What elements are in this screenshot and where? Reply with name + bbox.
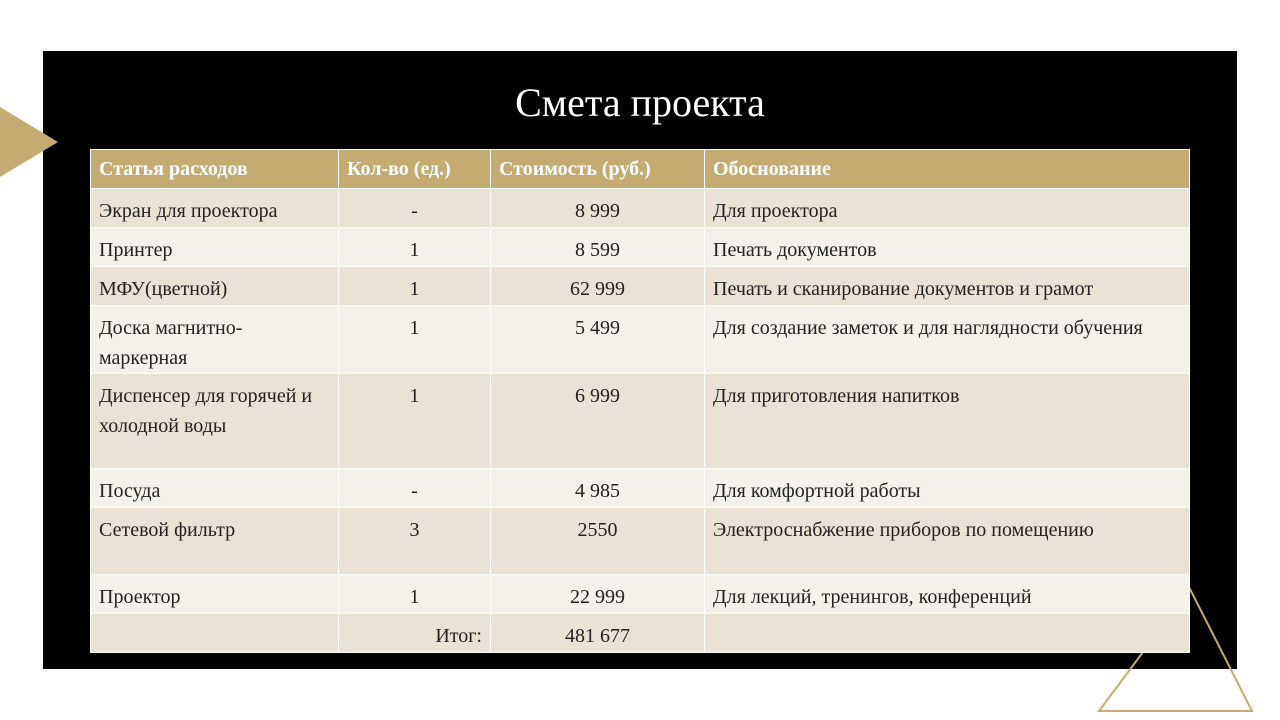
cell-justification: Для приготовления напитков bbox=[705, 374, 1190, 469]
cell-cost: 8 599 bbox=[491, 228, 705, 267]
table-row bbox=[91, 267, 1190, 306]
header-justification: Обоснование bbox=[705, 150, 1190, 189]
cell-item: Доска магнитно-маркерная bbox=[91, 306, 339, 374]
cell-justification: Для лекций, тренингов, конференций bbox=[705, 575, 1190, 614]
cell-justification: Печать документов bbox=[705, 228, 1190, 267]
table-row bbox=[91, 228, 1190, 267]
table-header-row bbox=[91, 150, 1190, 189]
total-label: Итог: bbox=[339, 614, 491, 653]
cell-cost: 62 999 bbox=[491, 267, 705, 306]
cell-justification: Печать и сканирование документов и грамот bbox=[705, 267, 1190, 306]
slide-title: Смета проекта bbox=[515, 80, 765, 125]
table-row bbox=[91, 189, 1190, 228]
cell-item: МФУ(цветной) bbox=[91, 267, 339, 306]
cell-item: Проектор bbox=[91, 575, 339, 614]
cell-justification: Электроснабжение приборов по помещению bbox=[705, 508, 1190, 575]
cell-quantity: 1 bbox=[339, 575, 491, 614]
cell-empty bbox=[705, 614, 1190, 653]
cell-item: Экран для проектора bbox=[91, 189, 339, 228]
cell-quantity: 1 bbox=[339, 306, 491, 374]
cell-justification: Для комфортной работы bbox=[705, 469, 1190, 508]
header-quantity: Кол-во (ед.) bbox=[339, 150, 491, 189]
cell-quantity: 3 bbox=[339, 508, 491, 575]
cell-quantity: - bbox=[339, 469, 491, 508]
table-row bbox=[91, 508, 1190, 575]
total-value: 481 677 bbox=[491, 614, 705, 653]
cell-item: Сетевой фильтр bbox=[91, 508, 339, 575]
cell-justification: Для проектора bbox=[705, 189, 1190, 228]
cell-cost: 4 985 bbox=[491, 469, 705, 508]
table-row bbox=[91, 575, 1190, 614]
table-row bbox=[91, 306, 1190, 374]
cell-cost: 5 499 bbox=[491, 306, 705, 374]
cell-quantity: - bbox=[339, 189, 491, 228]
cell-cost: 8 999 bbox=[491, 189, 705, 228]
cell-item: Принтер bbox=[91, 228, 339, 267]
cell-quantity: 1 bbox=[339, 374, 491, 469]
cell-item: Посуда bbox=[91, 469, 339, 508]
table-row bbox=[91, 374, 1190, 469]
table-row bbox=[91, 469, 1190, 508]
table-total-row bbox=[91, 614, 1190, 653]
cell-item: Диспенсер для горячей и холодной воды bbox=[91, 374, 339, 469]
cell-cost: 22 999 bbox=[491, 575, 705, 614]
cell-cost: 2550 bbox=[491, 508, 705, 575]
estimate-table bbox=[90, 149, 1190, 653]
cell-quantity: 1 bbox=[339, 228, 491, 267]
cell-quantity: 1 bbox=[339, 267, 491, 306]
cell-justification: Для создание заметок и для наглядности обучения bbox=[705, 306, 1190, 374]
header-cost: Стоимость (руб.) bbox=[491, 150, 705, 189]
cell-empty bbox=[91, 614, 339, 653]
cell-cost: 6 999 bbox=[491, 374, 705, 469]
header-expense-item: Статья расходов bbox=[91, 150, 339, 189]
